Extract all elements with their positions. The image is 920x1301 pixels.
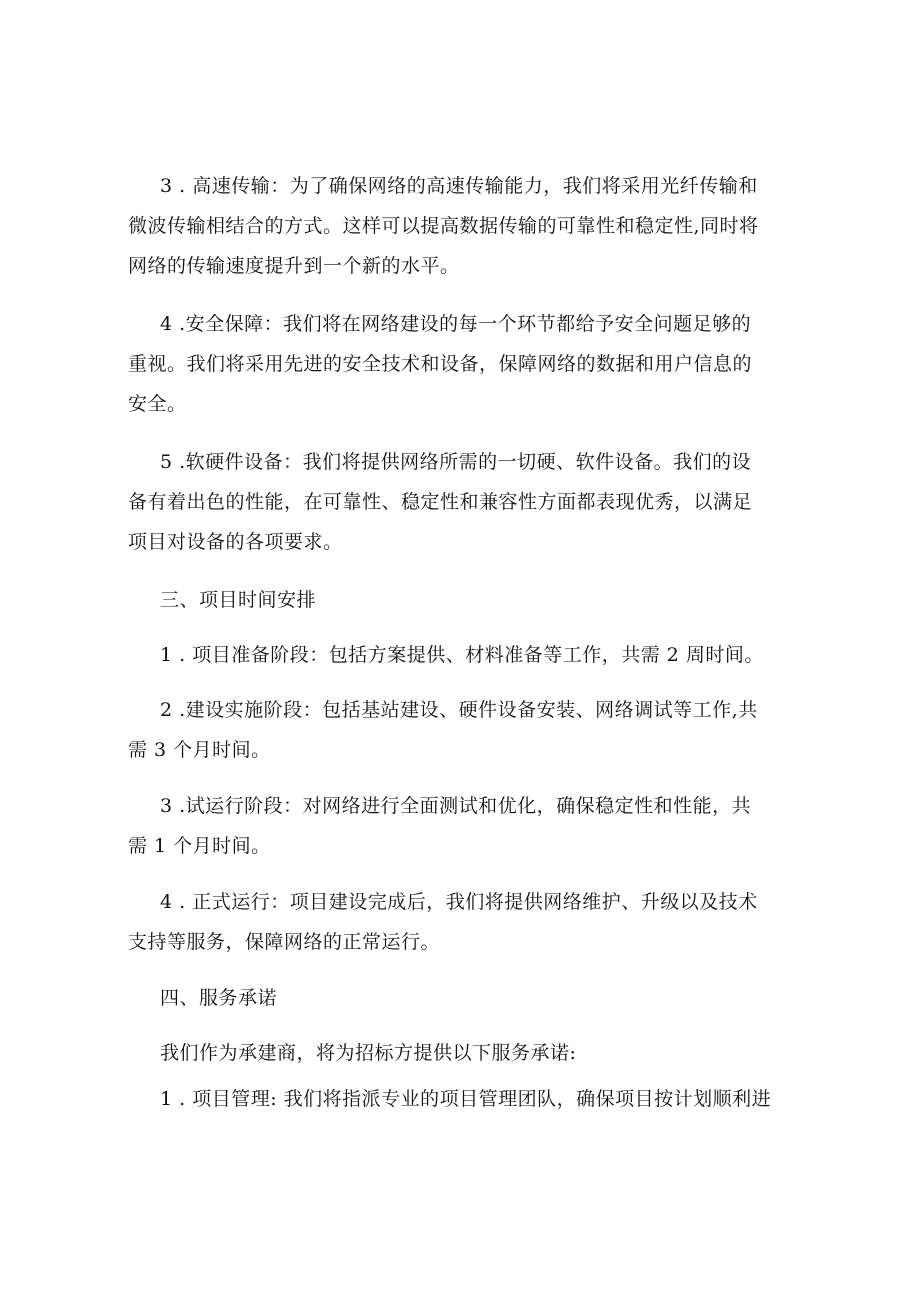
text-line: 网络的传输速度提升到一个新的水平。 — [128, 255, 460, 277]
text-line: 1 . 项目准备阶段：包括方案提供、材料准备等工作，共需 2 周时间。 — [160, 644, 764, 666]
text-line: 2 .建设实施阶段：包括基站建设、硬件设备安装、网络调试等工作,共 — [160, 699, 758, 721]
paragraph-high-speed-transmission — [128, 166, 800, 286]
text-line: 安全。 — [128, 393, 187, 415]
text-line: 重视。我们将采用先进的安全技术和设备，保障网络的数据和用户信息的 — [128, 353, 753, 375]
heading-text: 四、服务承诺 — [160, 987, 278, 1009]
paragraph-preparation-stage — [160, 635, 800, 675]
text-line: 5 .软硬件设备：我们将提供网络所需的一切硬、软件设备。我们的设 — [160, 451, 752, 473]
text-line: 微波传输相结合的方式。这样可以提高数据传输的可靠性和稳定性,同时将 — [128, 215, 759, 237]
text-line: 项目对设备的各项要求。 — [128, 531, 343, 553]
text-line: 支持等服务，保障网络的正常运行。 — [128, 931, 441, 953]
paragraph-trial-run-stage — [128, 786, 800, 866]
text-line: 我们作为承建商，将为招标方提供以下服务承诺: — [160, 1042, 577, 1064]
heading-text: 三、项目时间安排 — [160, 589, 317, 611]
paragraph-hardware-software — [128, 442, 800, 562]
text-line: 3 .试运行阶段：对网络进行全面测试和优化，确保稳定性和性能，共 — [160, 795, 752, 817]
section-heading-service-commitment — [160, 978, 800, 1018]
text-line: 备有着出色的性能，在可靠性、稳定性和兼容性方面都表现优秀，以满足 — [128, 491, 753, 513]
section-heading-schedule — [160, 580, 800, 620]
paragraph-construction-stage — [128, 690, 800, 770]
text-line: 需 1 个月时间。 — [128, 835, 271, 857]
text-line: 1 . 项目管理: 我们将指派专业的项目管理团队，确保项目按计划顺利进 — [160, 1088, 772, 1110]
paragraph-commitment-intro — [160, 1033, 800, 1073]
paragraph-project-management — [160, 1079, 800, 1119]
paragraph-security — [128, 304, 800, 424]
text-line: 3 . 高速传输：为了确保网络的高速传输能力，我们将采用光纤传输和 — [160, 175, 758, 197]
text-line: 需 3 个月时间。 — [128, 739, 271, 761]
paragraph-formal-operation — [128, 882, 800, 962]
text-line: 4 . 正式运行：项目建设完成后，我们将提供网络维护、升级以及技术 — [160, 891, 758, 913]
text-line: 4 .安全保障：我们将在网络建设的每一个环节都给予安全问题足够的 — [160, 313, 752, 335]
